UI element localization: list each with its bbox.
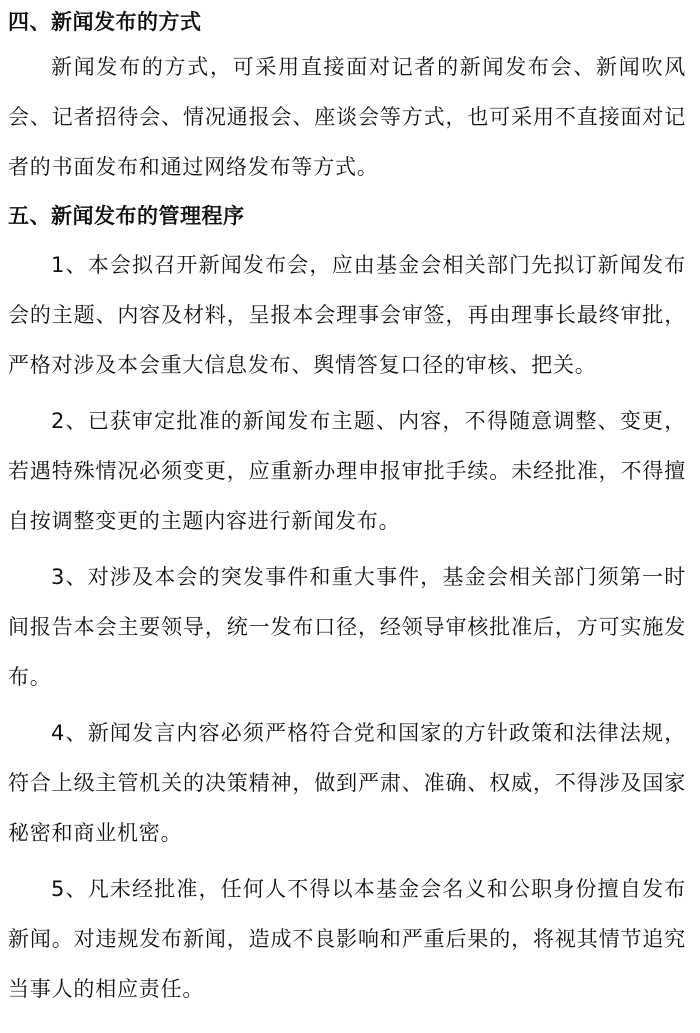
section-4-paragraph: 新闻发布的方式，可采用直接面对记者的新闻发布会、新闻吹风会、记者招待会、情况通报会、座谈会等方式，也可采用不直接面对记者的书面发布和通过网络发布等方式。 bbox=[8, 55, 686, 179]
procedure-item-2: 2、已获审定批准的新闻发布主题、内容，不得随意调整、变更，若遇特殊情况必须变更，应重新办理申报审批手续。未经批准，不得擅自按调整变更的主题内容进行新闻发布。 bbox=[8, 409, 686, 533]
section-5-heading: 五、新闻发布的管理程序 bbox=[8, 204, 245, 228]
procedure-item-3: 3、对涉及本会的突发事件和重大事件，基金会相关部门须第一时间报告本会主要领导，统一发布口径，经领导审核批准后，方可实施发布。 bbox=[8, 565, 686, 689]
section-4-heading: 四、新闻发布的方式 bbox=[8, 10, 202, 34]
procedure-item-4: 4、新闻发言内容必须严格符合党和国家的方针政策和法律法规，符合上级主管机关的决策精神，做到严肃、准确、权威，不得涉及国家秘密和商业机密。 bbox=[8, 721, 686, 845]
procedure-item-1: 1、本会拟召开新闻发布会，应由基金会相关部门先拟订新闻发布会的主题、内容及材料，呈报本会理事会审签，再由理事长最终审批，严格对涉及本会重大信息发布、舆情答复口径的审核、把关。 bbox=[8, 253, 686, 377]
procedure-item-5: 5、凡未经批准，任何人不得以本基金会名义和公职身份擅自发布新闻。对违规发布新闻，造成不良影响和严重后果的，将视其情节追究当事人的相应责任。 bbox=[8, 877, 686, 1001]
